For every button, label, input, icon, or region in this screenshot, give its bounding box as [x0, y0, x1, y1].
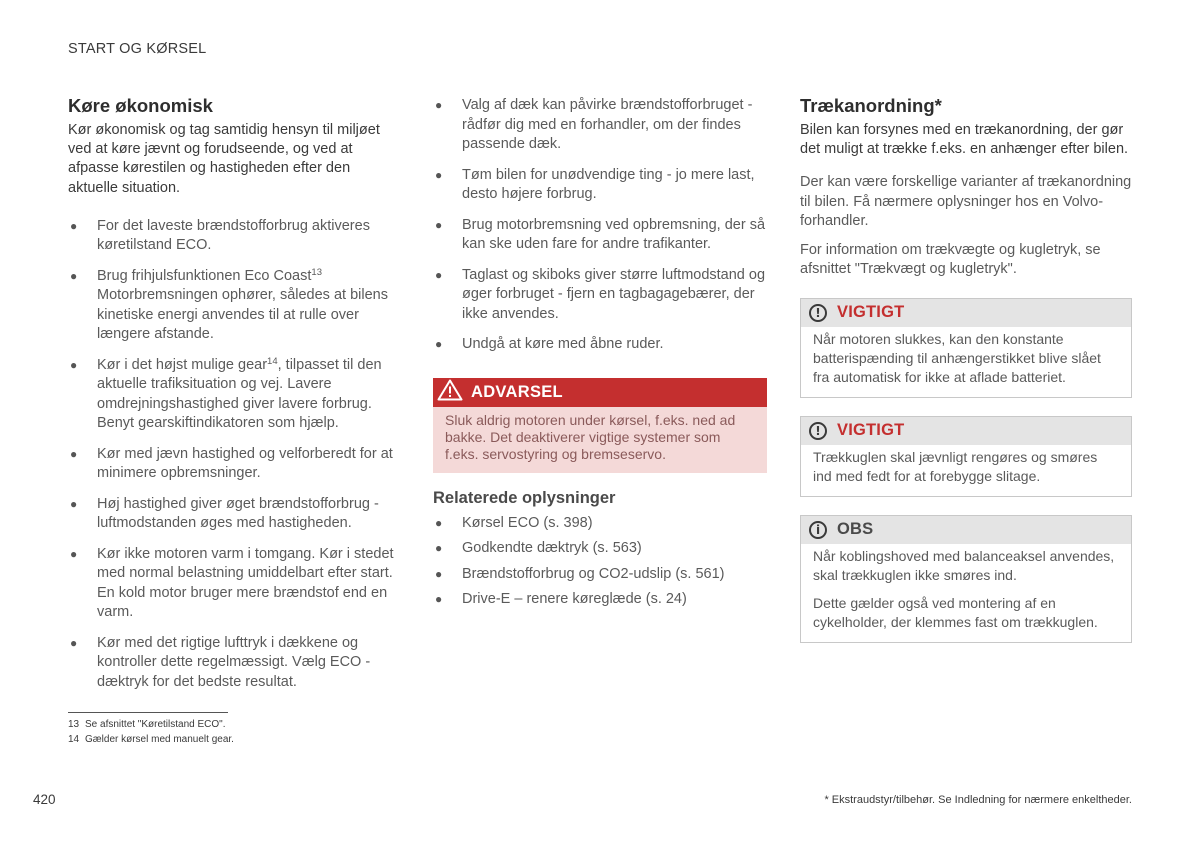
note-box	[800, 515, 1132, 643]
important-header	[801, 299, 1131, 327]
list-item: ● Taglast og skiboks giver større luftmodstand og øger forbruget - fjern en tagbagagebærer, der ikke anvendes.	[435, 266, 766, 322]
important-title: VIGTIGT	[837, 303, 905, 322]
related-link[interactable]: ● Drive-E – renere køreglæde (s. 24)	[433, 590, 767, 610]
note-text: Når koblingshoved med balanceaksel anvendes, skal trækkuglen ikke smøres ind. Dette gælder også ved montering af en cykelholder, der klemmes fast om trækkuglen.	[813, 547, 1115, 630]
important-text: Når motoren slukkes, kan den konstante batterispænding til anhængerstikket blive slået fra automatisk for ikke at aflade batteriet.	[813, 330, 1101, 385]
warning-header	[433, 378, 767, 407]
related-link[interactable]: ● Kørsel ECO (s. 398)	[433, 514, 767, 534]
list-item: ● Kør i det højst mulige gear$^{14}$, tilpasset til den aktuelle trafiksituation og vej. Lavere omdrejningshastighed giver lavere forbrug. Benyt gearskiftindikatoren som hjælp.	[70, 355, 382, 432]
bullet-icon: ●	[70, 268, 78, 283]
bullet-icon: ●	[435, 337, 443, 351]
related-info-title: Relaterede oplysninger	[433, 488, 616, 507]
list-item: ● Brug motorbremsning ved opbremsning, der så kan ske uden fare for andre trafikanter.	[435, 216, 766, 252]
bullet-icon: ●	[70, 496, 78, 511]
bullet-icon: ●	[435, 592, 443, 606]
eco-driving-intro: Kør økonomisk og tag samtidig hensyn til miljøet ved at køre jævnt og forudseende, og ved at afpasse kørestilen og hastigheden efter den aktuelle situation.	[68, 122, 380, 196]
towbar-intro: Bilen kan forsynes med en trækanordning, der gør det muligt at trække f.eks. en anhænger efter bilen.	[800, 122, 1129, 158]
bullet-icon: ●	[435, 566, 443, 581]
warning-title: ADVARSEL	[471, 382, 563, 401]
list-item: ● For det laveste brændstofforbrug aktiveres køretilstand ECO.	[70, 217, 370, 254]
bullet-icon: ●	[435, 167, 443, 182]
section-title-towbar: Trækanordning*	[800, 95, 942, 116]
list-item: ● Brug frihjulsfunktionen Eco Coast$^{13}$ Motorbremsningen ophører, således at bilens kinetiske energi anvendes til at rulle over længere afstande.	[70, 266, 388, 343]
page-number: 420	[33, 792, 56, 807]
footnote-divider	[68, 712, 228, 713]
note-header	[801, 516, 1131, 544]
important-box	[800, 416, 1132, 497]
warning-box	[433, 378, 767, 473]
footnote: 13 Se afsnittet "Køretilstand ECO".	[68, 719, 226, 730]
warning-triangle-icon	[437, 379, 463, 406]
bullet-icon: ●	[435, 267, 443, 282]
important-header	[801, 417, 1131, 445]
bullet-icon: ●	[435, 217, 443, 232]
list-item: ● Kør med jævn hastighed og velforberedt for at minimere opbremsninger.	[70, 445, 393, 482]
important-title: VIGTIGT	[837, 421, 905, 440]
warning-text: Sluk aldrig motoren under kørsel, f.eks. ned ad bakke. Det deaktiverer vigtige systemer som f.eks. servostyring og bremseservo.	[445, 411, 736, 462]
eco-driving-tips-continued	[433, 96, 767, 355]
bullet-icon: ●	[70, 446, 78, 461]
towbar-paragraph: Der kan være forskellige varianter af trækanordning til bilen. Få nærmere oplysninger hos en Volvo-forhandler.	[800, 174, 1132, 230]
list-item: ● Undgå at køre med åbne ruder.	[433, 335, 767, 355]
footnotes	[68, 717, 234, 747]
note-title: OBS	[837, 520, 874, 539]
bullet-icon: ●	[70, 635, 78, 650]
right-column	[800, 95, 1132, 643]
left-column	[68, 95, 400, 692]
bullet-icon: ●	[70, 357, 78, 372]
related-link[interactable]: ● Godkendte dæktryk (s. 563)	[433, 539, 767, 559]
exclamation-circle-icon: !	[809, 422, 827, 440]
footnote-ref: 14	[267, 355, 278, 367]
bullet-icon: ●	[435, 98, 443, 112]
bullet-icon: ●	[70, 218, 78, 233]
list-item: ● Kør ikke motoren varm i tomgang. Kør i stedet med normal belastning umiddelbart efter start. En kold motor bruger mere brændstof end en varm.	[70, 545, 394, 621]
middle-column	[433, 96, 767, 610]
towbar-paragraph: For information om trækvægte og kugletryk, se afsnittet "Trækvægt og kugletryk".	[800, 241, 1101, 278]
exclamation-circle-icon: !	[809, 304, 827, 322]
section-header: START OG KØRSEL	[68, 41, 207, 57]
related-info-list	[433, 514, 767, 610]
important-box	[800, 298, 1132, 398]
bullet-icon: ●	[70, 546, 78, 561]
footnote: 14 Gælder kørsel med manuelt gear.	[68, 734, 234, 745]
bullet-icon: ●	[435, 515, 443, 530]
list-item: ● Høj hastighed giver øget brændstofforbrug - luftmodstanden øges med hastigheden.	[70, 495, 379, 532]
related-link[interactable]: ● Brændstofforbrug og CO2-udslip (s. 561)	[433, 565, 767, 585]
bullet-icon: ●	[435, 541, 443, 555]
eco-driving-tips	[68, 217, 400, 693]
info-circle-icon: i	[809, 521, 827, 539]
important-text: Trækkuglen skal jævnligt rengøres og smøres ind med fedt for at forebygge slitage.	[813, 448, 1098, 484]
list-item: ● Kør med det rigtige lufttryk i dækkene og kontroller dette regelmæssigt. Vælg ECO -dæktryk for det bedste resultat.	[70, 634, 371, 690]
footnote-ref: 13	[311, 266, 322, 278]
footer-note: * Ekstraudstyr/tilbehør. Se Indledning for nærmere enkeltheder.	[824, 794, 1132, 806]
list-item: ● Tøm bilen for unødvendige ting - jo mere last, desto højere forbrug.	[435, 166, 755, 202]
section-title-eco-driving: Køre økonomisk	[68, 95, 213, 116]
list-item: ● Valg af dæk kan påvirke brændstofforbruget - rådfør dig med en forhandler, om der findes passende dæk.	[435, 97, 753, 152]
